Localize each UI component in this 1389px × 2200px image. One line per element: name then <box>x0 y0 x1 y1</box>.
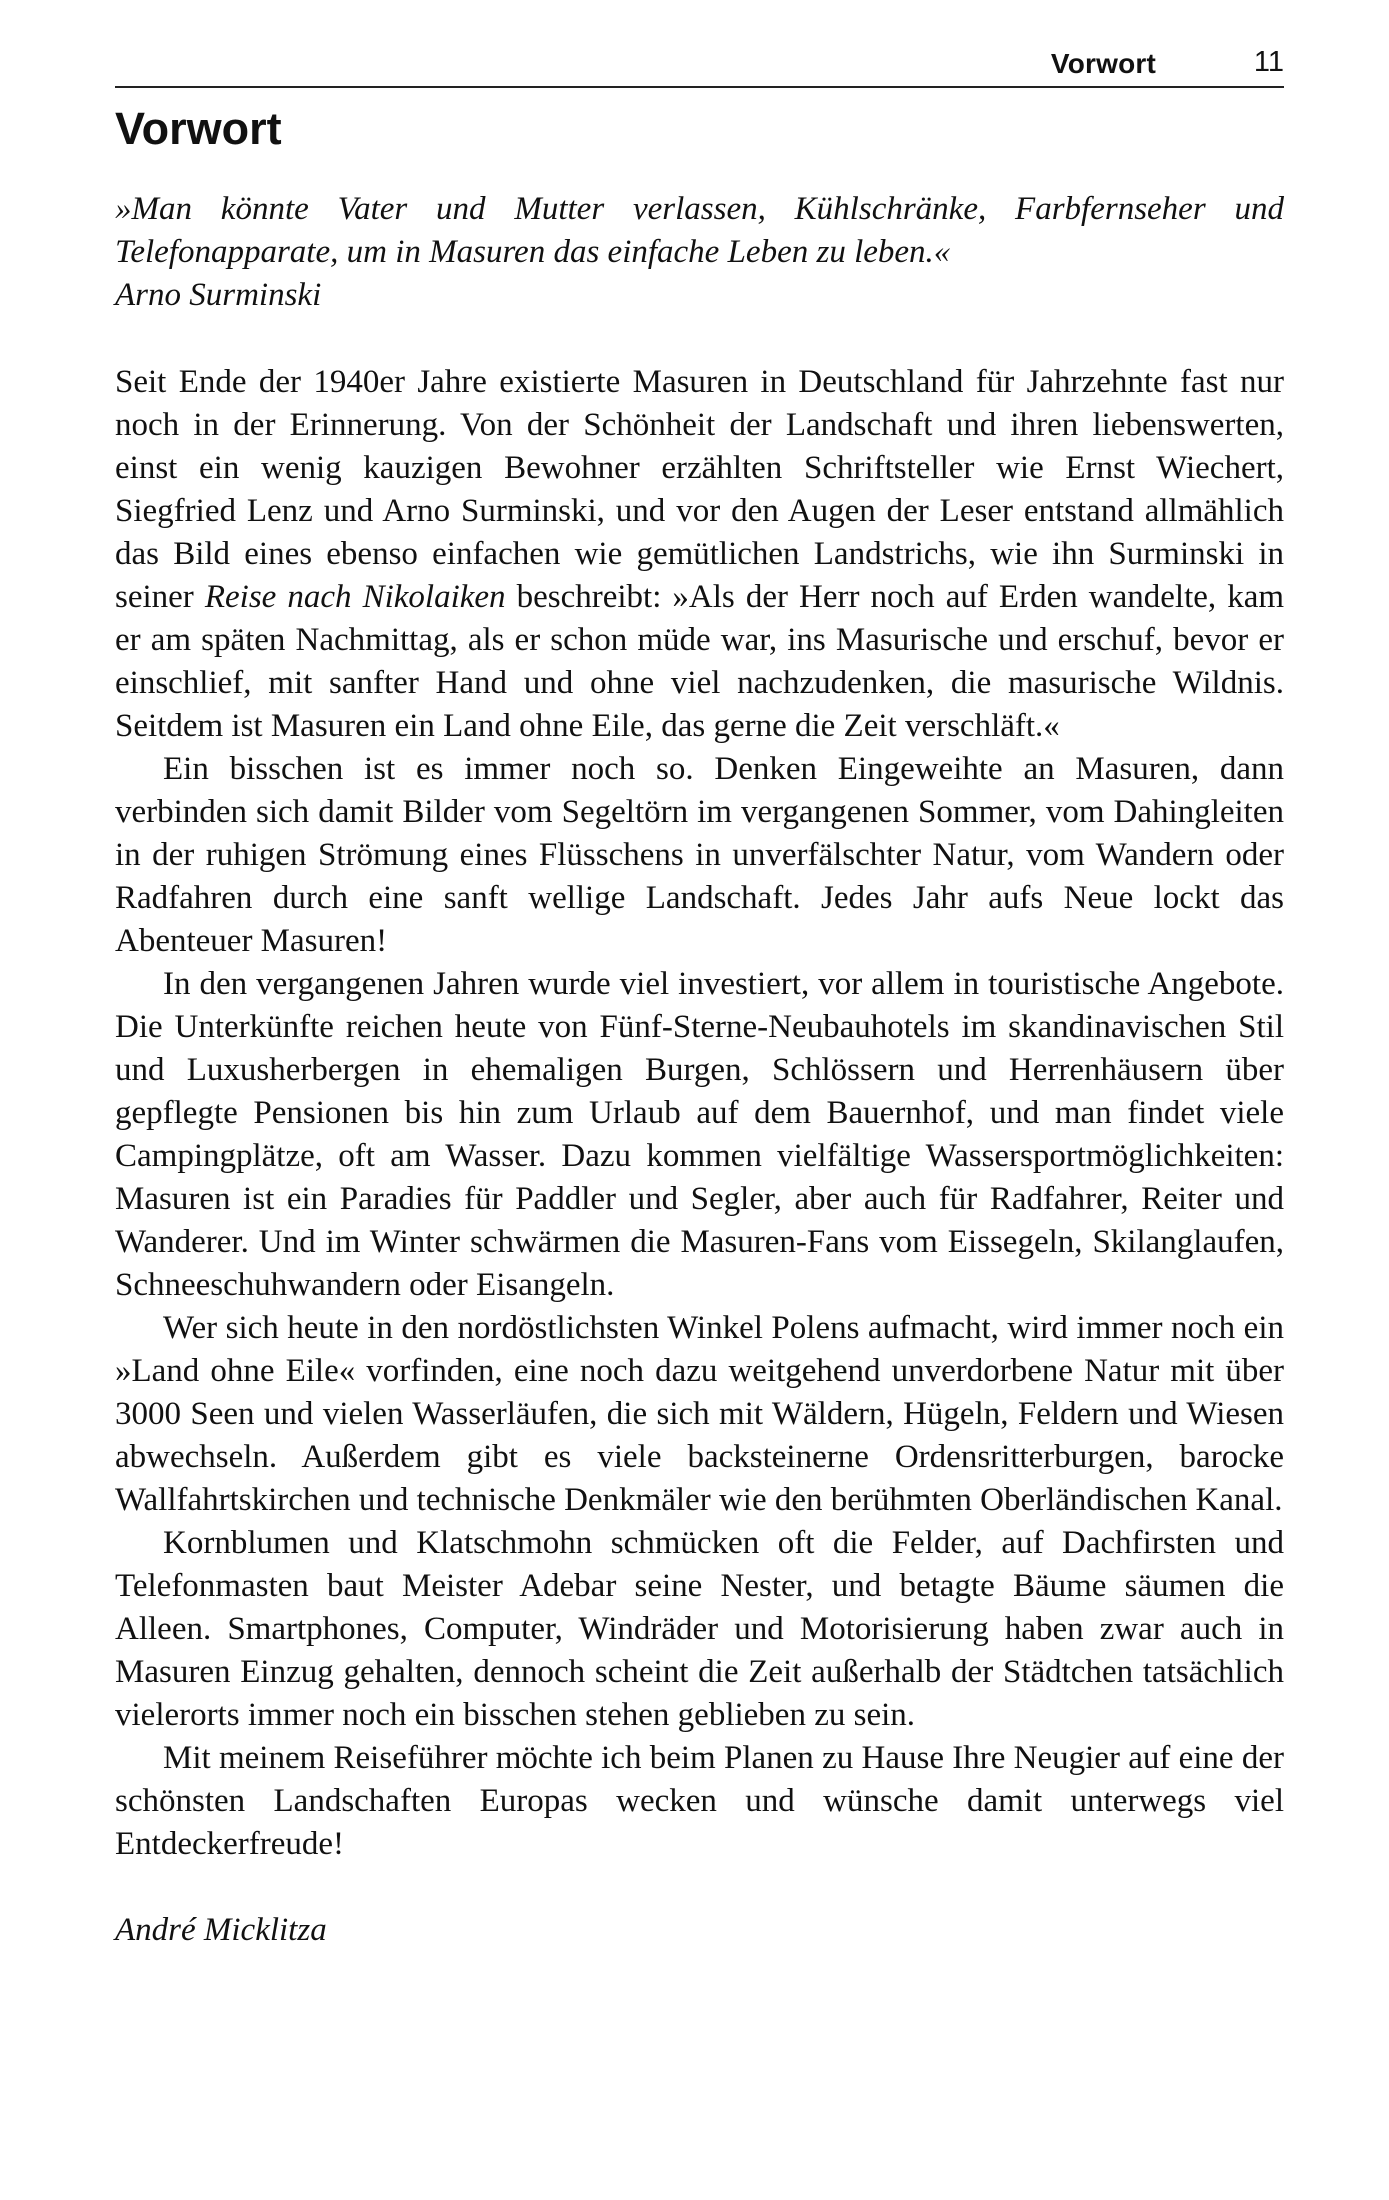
running-head-section-title: Vorwort <box>1050 48 1156 79</box>
running-head <box>115 48 1284 88</box>
paragraph-1-text-a: Seit Ende der 1940er Jahre existierte Masuren in Deutschland für Jahrzehnte fast nur noch in der Erinnerung. Von der Schönheit der Landschaft und ihren liebenswerten, einst ein wenig kauzigen Bewohner erzählten Schriftsteller wie Ernst Wiechert, Siegfried Lenz und Arno Surminski, und vor den Augen der Leser entstand allmählich das Bild eines ebenso einfachen wie gemütlichen Landstrichs, wie ihn Surminski in seiner <box>115 364 1284 615</box>
author-signature: André Micklitza <box>115 1912 327 1948</box>
paragraph-3: In den vergangenen Jahren wurde viel investiert, vor allem in touristische Angebote. Die Unterkünfte reichen heute von Fünf-Sterne-Neubauhotels im skandinavischen Stil und Luxusherbergen in ehemaligen Burgen, Schlössern und Herrenhäusern über gepflegte Pensionen bis hin zum Urlaub auf dem Bauernhof, und man findet viele Campingplätze, oft am Wasser. Dazu kommen vielfältige Wassersportmöglichkeiten: Masuren ist ein Paradies für Paddler und Segler, aber auch für Radfahrer, Reiter und Wanderer. Und im Winter schwärmen die Masuren-Fans vom Eissegeln, Skilanglaufen, Schneeschuhwandern oder Eisangeln. <box>115 966 1284 1303</box>
epigraph-author: Arno Surminski <box>115 277 322 313</box>
paragraph-1-text-b: beschreibt: »Als der Herr noch auf Erden wandelte, kam er am späten Nachmittag, als er schon müde war, ins Masurische und erschuf, bevor er einschlief, mit sanfter Hand und ohne viel nachzudenken, die masurische Wildnis. Seitdem ist Masuren ein Land ohne Eile, das gerne die Zeit verschläft.« <box>115 579 1285 744</box>
page-number: 11 <box>1253 46 1284 78</box>
paragraph-5: Kornblumen und Klatschmohn schmücken oft die Felder, auf Dachfirsten und Telefonmasten baut Meister Adebar seine Nester, und betagte Bäume säumen die Alleen. Smartphones, Computer, Windräder und Motorisierung haben zwar auch in Masuren Einzug gehalten, dennoch scheint die Zeit außerhalb der Städtchen tatsächlich vielerorts immer noch ein bisschen stehen geblieben zu sein. <box>115 1525 1284 1733</box>
paragraph-4: Wer sich heute in den nordöstlichsten Winkel Polens aufmacht, wird immer noch ein »Land ohne Eile« vorfinden, eine noch dazu weitgehend unverdorbene Natur mit über 3000 Seen und vielen Wasserläufen, die sich mit Wäldern, Hügeln, Feldern und Wiesen abwechseln. Außerdem gibt es viele backsteinerne Ordensritterburgen, barocke Wallfahrtskirchen und technische Denkmäler wie den berühmten Oberländischen Kanal. <box>115 1310 1284 1518</box>
epigraph-quote: »Man könnte Vater und Mutter verlassen, Kühlschränke, Farbfernseher und Telefonapparate, um in Masuren das einfache Leben zu leben.« <box>115 191 1284 270</box>
book-title-reference: Reise nach Nikolaiken <box>204 579 506 615</box>
epigraph <box>115 188 1284 317</box>
paragraph-6: Mit meinem Reiseführer möchte ich beim Planen zu Hause Ihre Neugier auf eine der schönsten Landschaften Europas wecken und wünsche damit unterwegs viel Entdeckerfreude! <box>115 1740 1284 1862</box>
paragraph-1 <box>115 361 1284 748</box>
chapter-title: Vorwort <box>115 103 282 154</box>
chapter-body <box>115 188 1284 1952</box>
paragraph-2: Ein bisschen ist es immer noch so. Denken Eingeweihte an Masuren, dann verbinden sich damit Bilder vom Segeltörn im vergangenen Sommer, vom Dahingleiten in der ruhigen Strömung eines Flüsschens in unverfälschter Natur, vom Wandern oder Radfahren durch eine sanft wellige Landschaft. Jedes Jahr aufs Neue lockt das Abenteuer Masuren! <box>115 751 1284 959</box>
